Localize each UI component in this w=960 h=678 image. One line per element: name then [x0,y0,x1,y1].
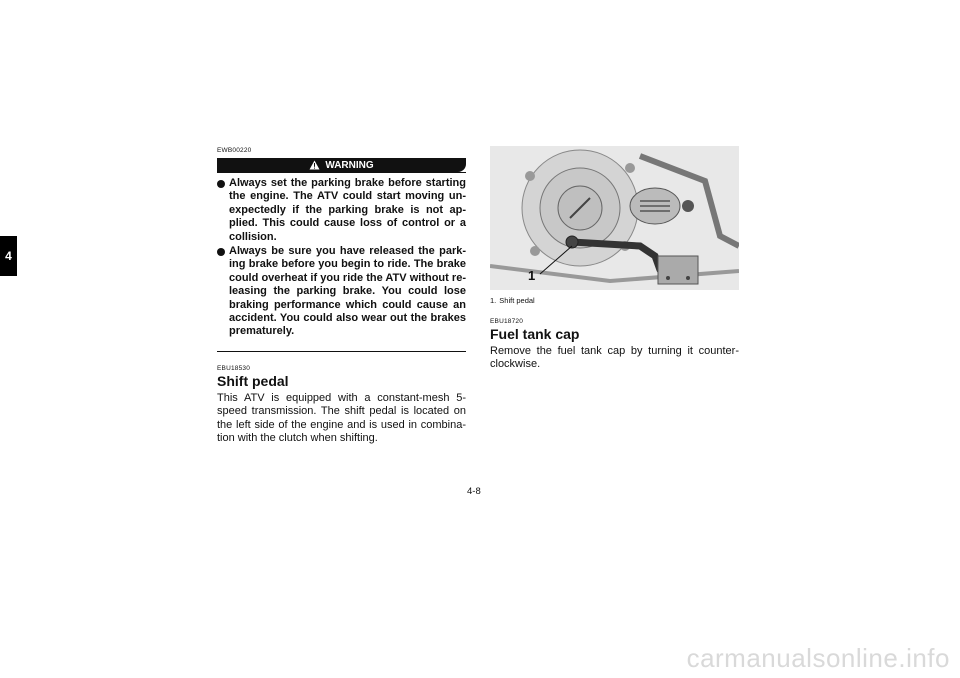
watermark-text: carmanualsonline.info [686,643,950,673]
section-body: This ATV is equipped with a constant-mesh 5-speed transmission. The shift pedal is located on the left side of the engine and is used in combina-tion with the clutch when shifting. [217,391,466,445]
warning-code: EWB00220 [217,147,252,154]
bullet-icon [217,180,225,188]
callout-number: 1 [528,268,536,283]
warning-item-text: Always set the parking brake before starting the engine. The ATV could start moving un-expectedly if the parking brake is not ap-plied. This could cause loss of control or a collision. [229,177,466,243]
right-column [490,146,739,372]
warning-item [217,177,466,244]
page-number: 4-8 [467,486,481,497]
warning-label: WARNING [325,159,374,171]
caption-text: Shift pedal [499,296,535,305]
caption-number: 1. [490,296,497,305]
warning-item-text: Always be sure you have released the park-ing brake before you begin to ride. The brake could overheat if you ride the ATV without re-leasing the parking brake. You could lose braking performance which could cause an accident. You could also wear out the brakes prematurely. [229,245,466,338]
warning-triangle-icon [309,160,320,170]
section-title: Fuel tank cap [490,326,580,342]
chapter-tab: 4 [0,236,17,276]
warning-badge [217,158,466,172]
warning-divider [217,172,466,173]
figure-caption [490,296,739,305]
shift-pedal-photo [490,146,739,290]
left-column [217,147,466,446]
warning-item [217,245,466,339]
bullet-icon [217,248,225,256]
section-code: EBU18530 [217,364,251,372]
warning-list [217,177,466,339]
warning-end-divider [217,351,466,352]
section-body: Remove the fuel tank cap by turning it counter-clockwise. [490,345,739,371]
section-code: EBU18720 [490,318,524,325]
section-title: Shift pedal [217,372,289,389]
